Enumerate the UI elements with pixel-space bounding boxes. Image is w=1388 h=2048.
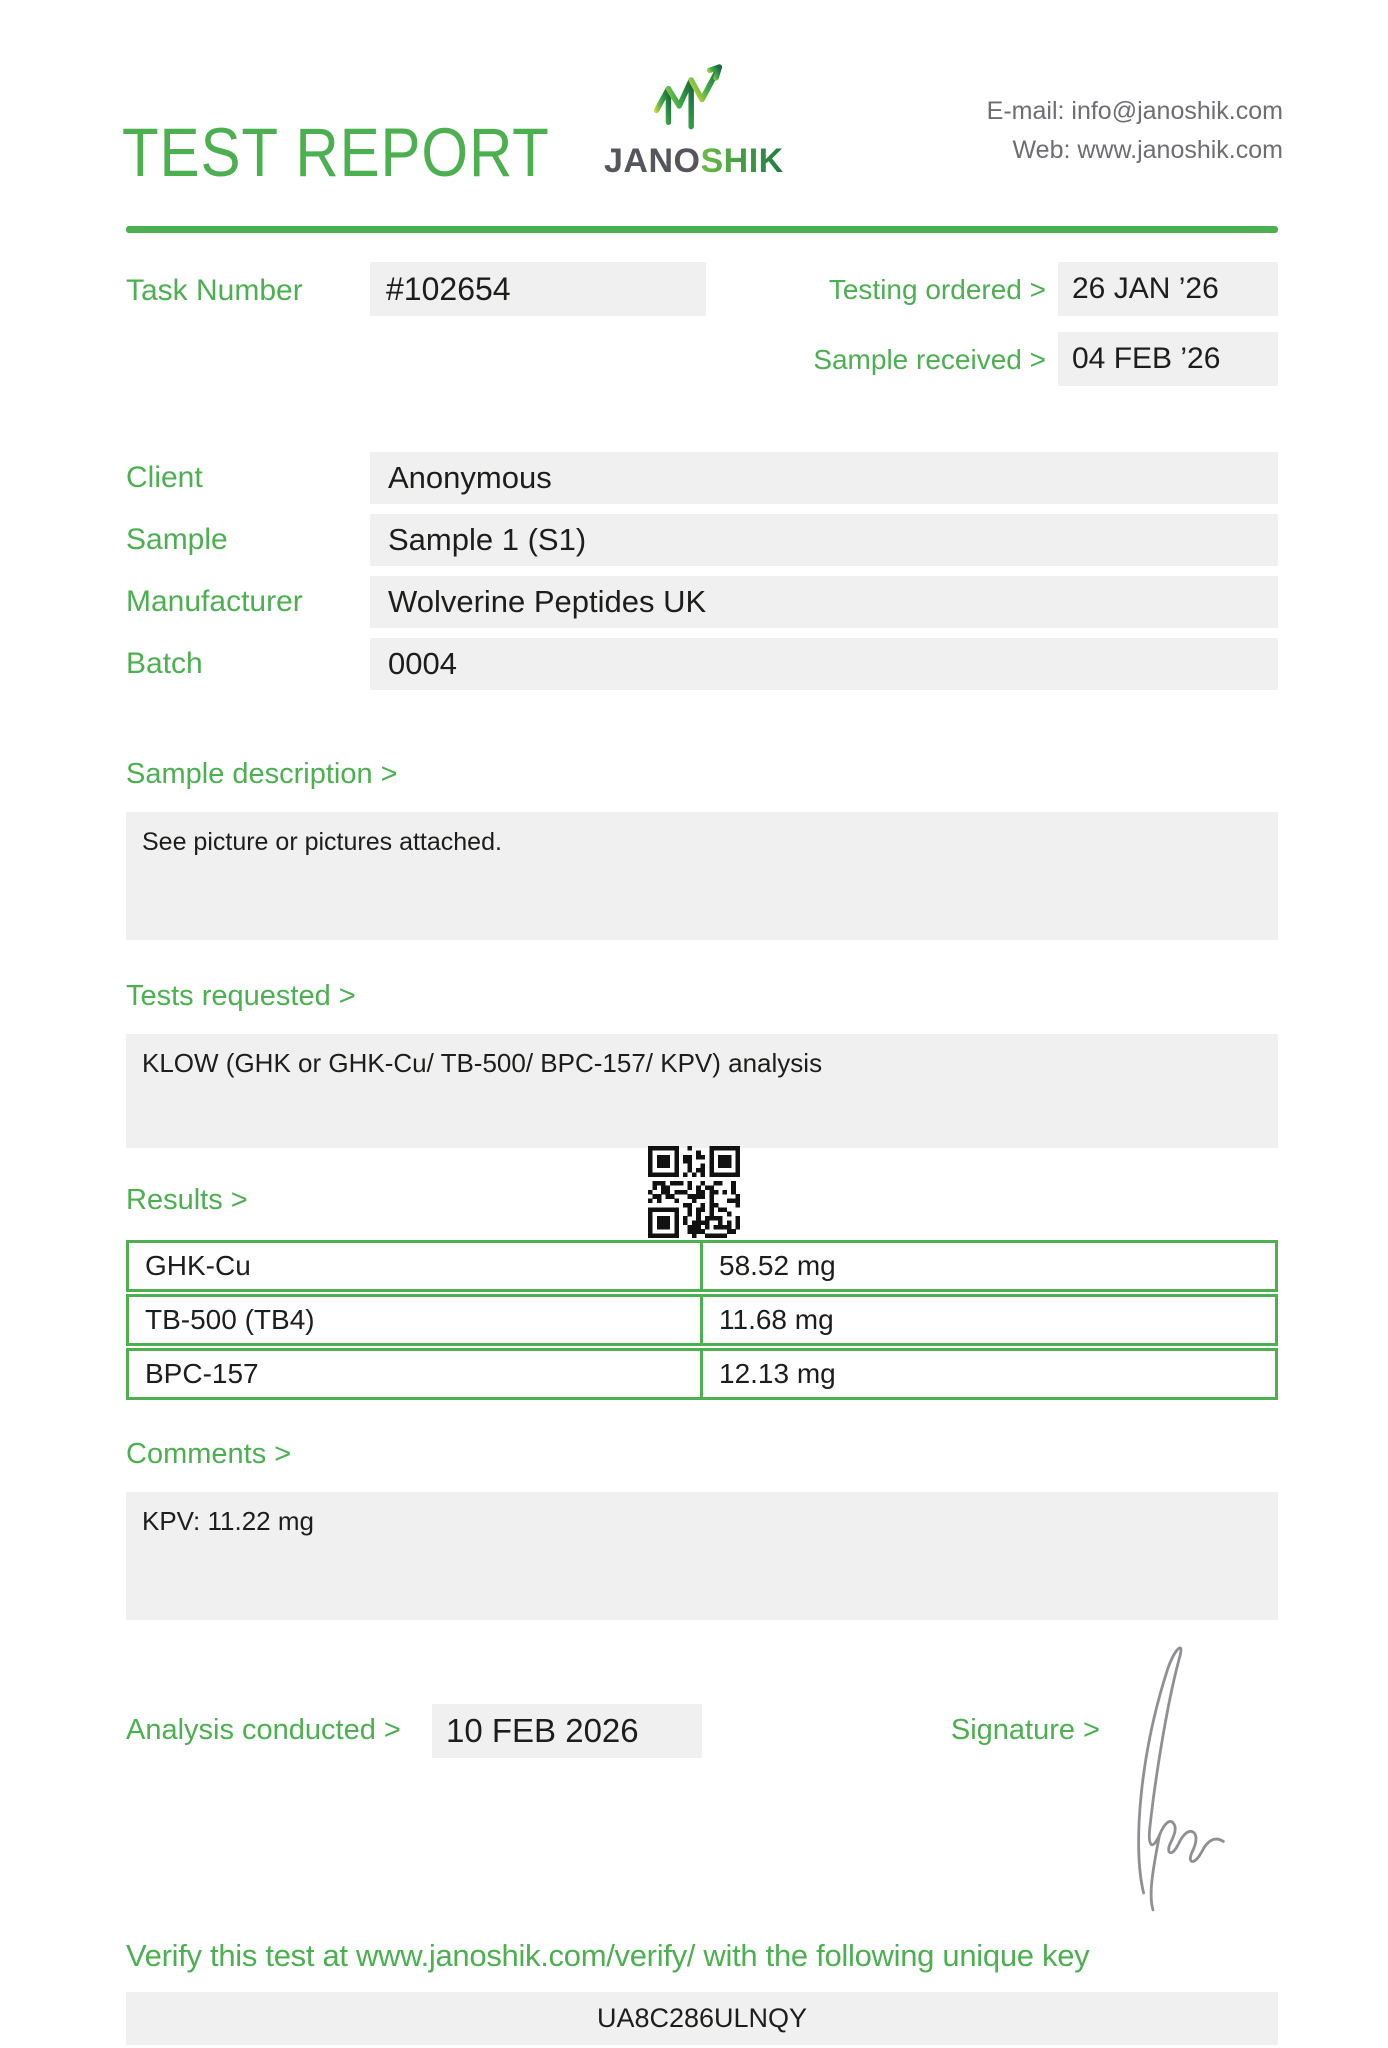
- manufacturer-label: Manufacturer: [126, 585, 303, 618]
- comments-box: [126, 1492, 1278, 1620]
- batch-value: 0004: [370, 638, 1278, 690]
- signature-label: Signature >: [950, 1714, 1100, 1746]
- testing-ordered-label: Testing ordered >: [828, 274, 1046, 305]
- result-name-cell: GHK-Cu: [129, 1243, 703, 1289]
- verify-heading: Verify this test at www.janoshik.com/verify/ with the following unique key: [126, 1938, 1090, 1973]
- qr-code: [648, 1146, 740, 1238]
- sample-description-text: See picture or pictures attached.: [142, 828, 502, 856]
- tests-requested-text: KLOW (GHK or GHK-Cu/ TB-500/ BPC-157/ KPV) analysis: [142, 1048, 823, 1078]
- result-row: [126, 1348, 1278, 1400]
- unique-key-value: UA8C286ULNQY: [596, 2003, 808, 2033]
- result-name-cell: BPC-157: [129, 1351, 703, 1397]
- results-heading: Results >: [126, 1184, 248, 1216]
- client-label: Client: [126, 461, 203, 494]
- tests-requested-box: [126, 1034, 1278, 1148]
- header-rule: [126, 226, 1278, 233]
- result-value-cell: 12.13 mg: [719, 1358, 836, 1389]
- sample-description-box: [126, 812, 1278, 940]
- batch-label: Batch: [126, 647, 203, 680]
- logo-text-jano: JANO: [604, 142, 701, 180]
- janoshik-logo: [604, 142, 800, 181]
- contact-email: E-mail: info@janoshik.com: [986, 97, 1283, 125]
- result-value-cell: 58.52 mg: [719, 1250, 836, 1281]
- sample-received-label: Sample received >: [813, 344, 1046, 375]
- manufacturer-value: Wolverine Peptides UK: [370, 576, 1278, 628]
- chart-logo-icon: [650, 60, 728, 138]
- signature-image: [1108, 1628, 1258, 1918]
- contact-web: Web: www.janoshik.com: [1012, 135, 1283, 164]
- tests-requested-heading: Tests requested >: [126, 980, 356, 1012]
- comments-heading: Comments >: [126, 1438, 292, 1470]
- info-row-client: [0, 452, 1388, 504]
- result-value-cell: 11.68 mg: [719, 1304, 834, 1335]
- logo-text-shik: SHIK: [700, 142, 784, 180]
- info-row-batch: [0, 638, 1388, 690]
- comments-text: KPV: 11.22 mg: [142, 1506, 314, 1536]
- analysis-conducted-label: Analysis conducted >: [126, 1714, 401, 1746]
- results-table: [126, 1240, 1278, 1402]
- unique-key-box: [126, 1992, 1278, 2045]
- page-title: TEST REPORT: [122, 114, 550, 191]
- contact-block: [987, 92, 1283, 170]
- info-row-sample: [0, 514, 1388, 566]
- info-row-manufacturer: [0, 576, 1388, 628]
- result-name-cell: TB-500 (TB4): [129, 1297, 703, 1343]
- client-value: Anonymous: [370, 452, 1278, 504]
- sample-description-heading: Sample description >: [126, 758, 398, 790]
- testing-ordered-value: 26 JAN ’26: [1058, 262, 1278, 316]
- sample-label: Sample: [126, 523, 228, 556]
- sample-received-value: 04 FEB ’26: [1058, 332, 1278, 386]
- task-number-label: Task Number: [126, 274, 303, 307]
- task-number-value: #102654: [370, 262, 706, 316]
- result-row: [126, 1294, 1278, 1346]
- result-row: [126, 1240, 1278, 1292]
- analysis-conducted-value: 10 FEB 2026: [432, 1704, 702, 1758]
- sample-value: Sample 1 (S1): [370, 514, 1278, 566]
